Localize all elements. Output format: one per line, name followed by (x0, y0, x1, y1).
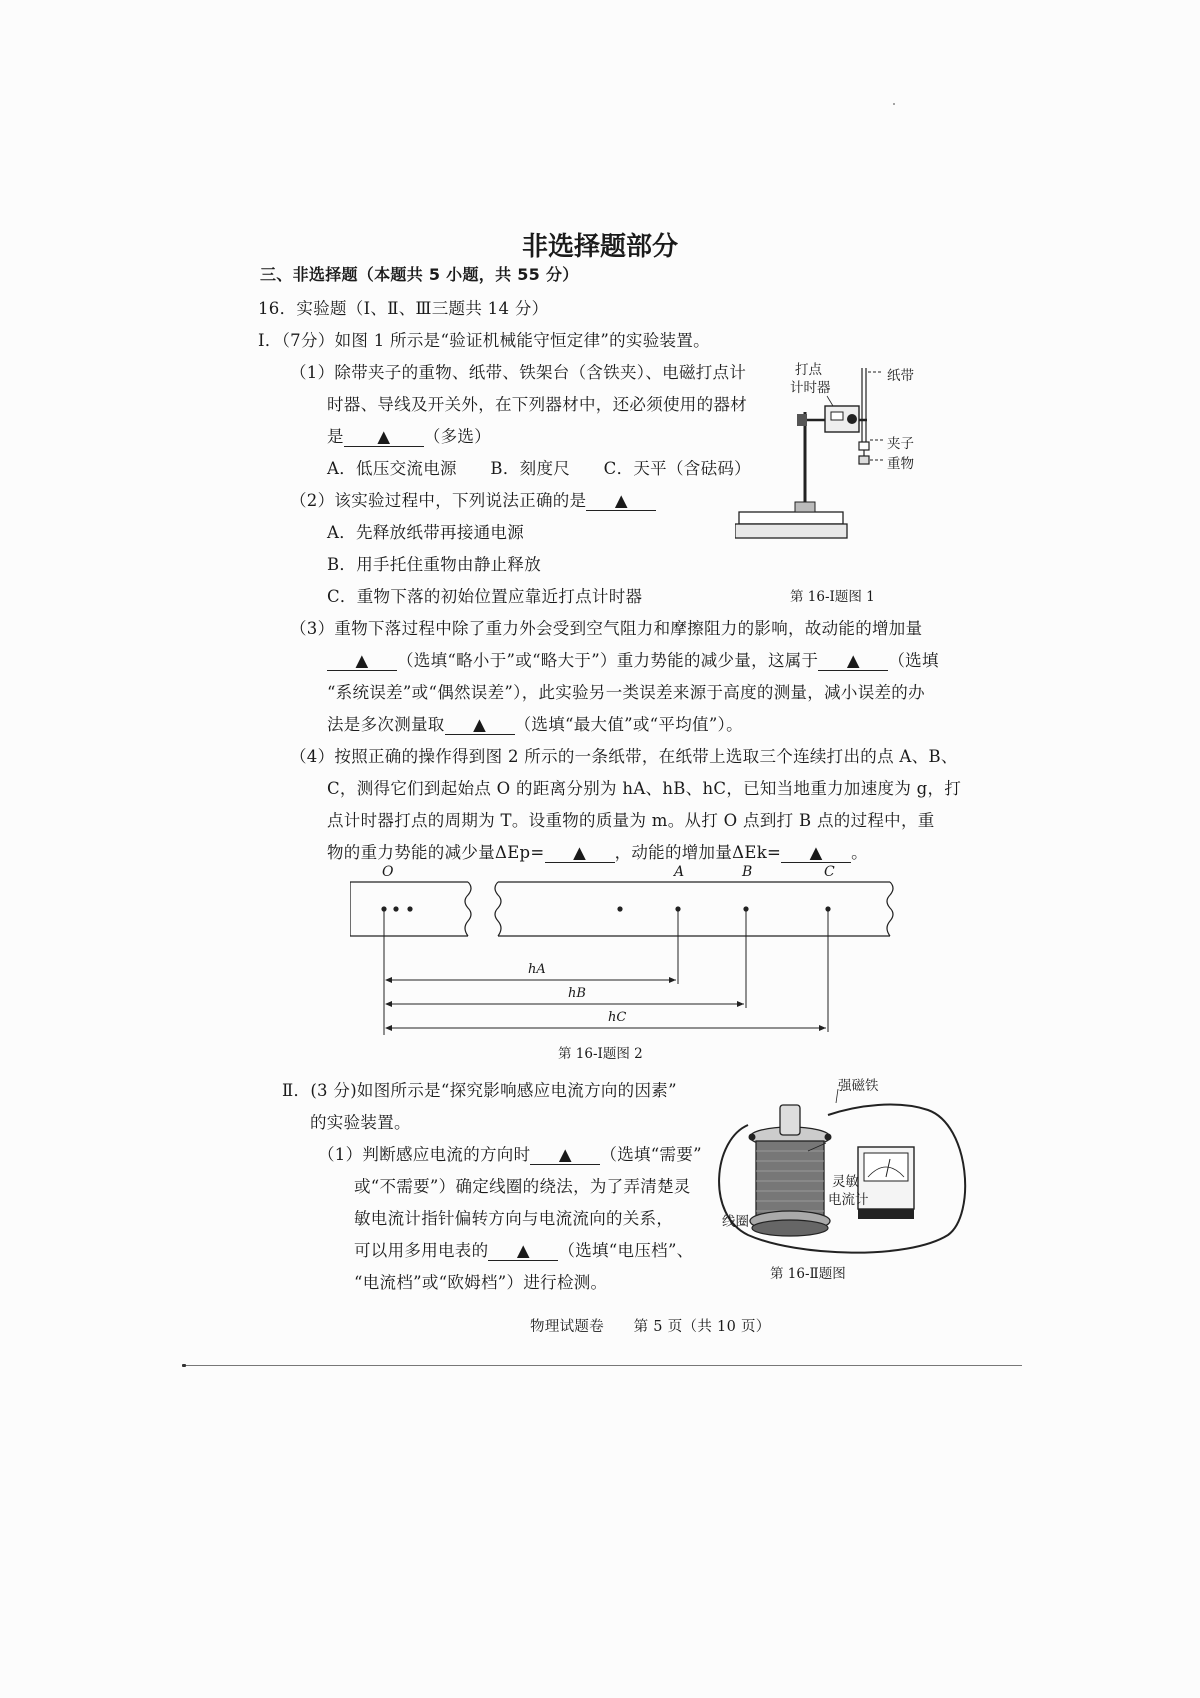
tape-dot (407, 906, 412, 911)
q4-line2: C，测得它们到起始点 O 的距离分别为 hA、hB、hC，已知当地重力加速度为 g，打 (327, 779, 962, 798)
p2q1-line4-post: （选填“电压档”、 (558, 1241, 694, 1260)
q16-header: 16．实验题（Ⅰ、Ⅱ、Ⅲ三题共 14 分） (258, 299, 549, 318)
section-header: 三、非选择题（本题共 5 小题，共 55 分） (260, 265, 579, 284)
base-platform (739, 512, 843, 524)
page-edge-line (182, 1365, 1022, 1366)
fig2-label-B: B (742, 864, 753, 880)
q3-line2 (327, 647, 939, 671)
fig-label-magnet: 强磁铁 (838, 1078, 879, 1094)
answer-blank: ▲ (530, 1145, 600, 1165)
q3-line2-a: （选填“略小于”或“略大于”）重力势能的减少量，这属于 (397, 651, 819, 670)
p2q1-line1-post: （选填“需要” (600, 1145, 702, 1164)
q2-option-b: B．用手托住重物由静止释放 (327, 555, 542, 574)
fig2-label-hC: hC (608, 1010, 627, 1025)
p2q1-line5: “电流档”或“欧姆档”）进行检测。 (354, 1273, 608, 1292)
answer-blank: ▲ (327, 651, 397, 671)
p2q1-line4-pre: 可以用多用电表的 (354, 1241, 489, 1260)
q4-line4 (327, 839, 868, 863)
tape-dot (617, 906, 622, 911)
q1-line3-post: （多选） (423, 427, 492, 446)
answer-blank: ▲ (445, 715, 515, 735)
fig1-label-timer1: 打点 (795, 362, 822, 378)
tape-dot (393, 906, 398, 911)
fig-label-galv2: 电流计 (828, 1192, 869, 1208)
p2q1-line2: 或“不需要”）确定线圈的绕法，为了弄清楚灵 (354, 1177, 691, 1196)
fig2-label-hB: hB (568, 986, 586, 1001)
q1-line1: （1）除带夹子的重物、纸带、铁架台（含铁夹）、电磁打点计 (290, 363, 747, 382)
part2-intro-line1: Ⅱ．(3 分)如图所示是“探究影响感应电流方向的因素” (282, 1081, 677, 1100)
fig2-label-O: O (382, 864, 394, 880)
fig-caption: 第 16-Ⅱ题图 (770, 1266, 846, 1282)
figure2-paper-tape (350, 880, 910, 1040)
answer-blank: ▲ (781, 843, 851, 863)
q3-line4 (327, 711, 743, 735)
fig2-caption: 第 16-Ⅰ题图 2 (558, 1046, 643, 1062)
q2-pre: （2）该实验过程中，下列说法正确的是 (290, 491, 587, 510)
magnet-shape (780, 1105, 800, 1135)
fig1-label-tape: 纸带 (887, 368, 914, 384)
q4-line4-c: 。 (851, 843, 868, 862)
q1-line3 (327, 423, 491, 447)
fig2-label-hA: hA (528, 962, 546, 977)
coil-body (756, 1141, 824, 1219)
q4-line3: 点计时器打点的周期为 T。设重物的质量为 m。从打 O 点到打 B 点的过程中，重 (327, 811, 935, 830)
fig-label-galv1: 灵敏 (832, 1174, 859, 1190)
page-title: 非选择题部分 (521, 232, 678, 262)
q3-line2-b: （选填 (888, 651, 939, 670)
page-footer: 物理试题卷 第 5 页（共 10 页） (530, 1319, 771, 1335)
q2-option-c: C．重物下落的初始位置应靠近打点计时器 (327, 587, 643, 606)
fig1-caption: 第 16-Ⅰ题图 1 (790, 589, 875, 605)
part1-intro: Ⅰ．（7分）如图 1 所示是“验证机械能守恒定律”的实验装置。 (258, 331, 710, 350)
timer-dot (847, 414, 857, 424)
scan-speck (182, 1364, 186, 1367)
fig2-label-C: C (824, 864, 835, 880)
answer-blank: ▲ (488, 1241, 558, 1261)
part2-intro-line2: 的实验装置。 (310, 1113, 411, 1132)
q3-line1: （3）重物下落过程中除了重力外会受到空气阻力和摩擦阻力的影响，故动能的增加量 (290, 619, 923, 638)
q3-line4-pre: 法是多次测量取 (327, 715, 445, 734)
q1-line2: 时器、导线及开关外，在下列器材中，还必须使用的器材 (327, 395, 747, 414)
answer-blank: ▲ (586, 491, 656, 511)
fig1-label-weight: 重物 (887, 456, 914, 472)
q1-line3-pre: 是 (327, 427, 344, 446)
p2q1-line3: 敏电流计指针偏转方向与电流流向的关系， (354, 1209, 674, 1228)
q3-line3: “系统误差”或“偶然误差”），此实验另一类误差来源于高度的测量，减小误差的办 (327, 683, 925, 702)
clip-shape (859, 442, 869, 450)
q2-option-a: A．先释放纸带再接通电源 (327, 523, 525, 542)
q3-line4-post: （选填“最大值”或“平均值”）。 (514, 715, 743, 734)
p2q1-line1 (318, 1141, 702, 1165)
q2-line (290, 487, 656, 511)
q1-options: A．低压交流电源 B．刻度尺 C．天平（含砝码） (327, 459, 751, 478)
answer-blank: ▲ (344, 427, 424, 447)
answer-blank: ▲ (545, 843, 615, 863)
scan-speck (893, 103, 895, 105)
fig-label-coil: 线圈 (722, 1214, 749, 1230)
p2q1-line1-pre: （1）判断感应电流的方向时 (318, 1145, 531, 1164)
fig1-label-timer2: 计时器 (790, 380, 831, 396)
weight-shape (859, 456, 869, 464)
q4-line4-a: 物的重力势能的减少量ΔEp= (327, 843, 545, 862)
fig1-label-clip: 夹子 (887, 436, 914, 452)
p2q1-line4 (354, 1237, 693, 1261)
q4-line1: （4）按照正确的操作得到图 2 所示的一条纸带，在纸带上选取三个连续打出的点 A、B、 (290, 747, 958, 766)
q4-line4-b: ，动能的增加量ΔEk= (614, 843, 782, 862)
fig2-label-A: A (674, 864, 685, 880)
answer-blank: ▲ (818, 651, 888, 671)
